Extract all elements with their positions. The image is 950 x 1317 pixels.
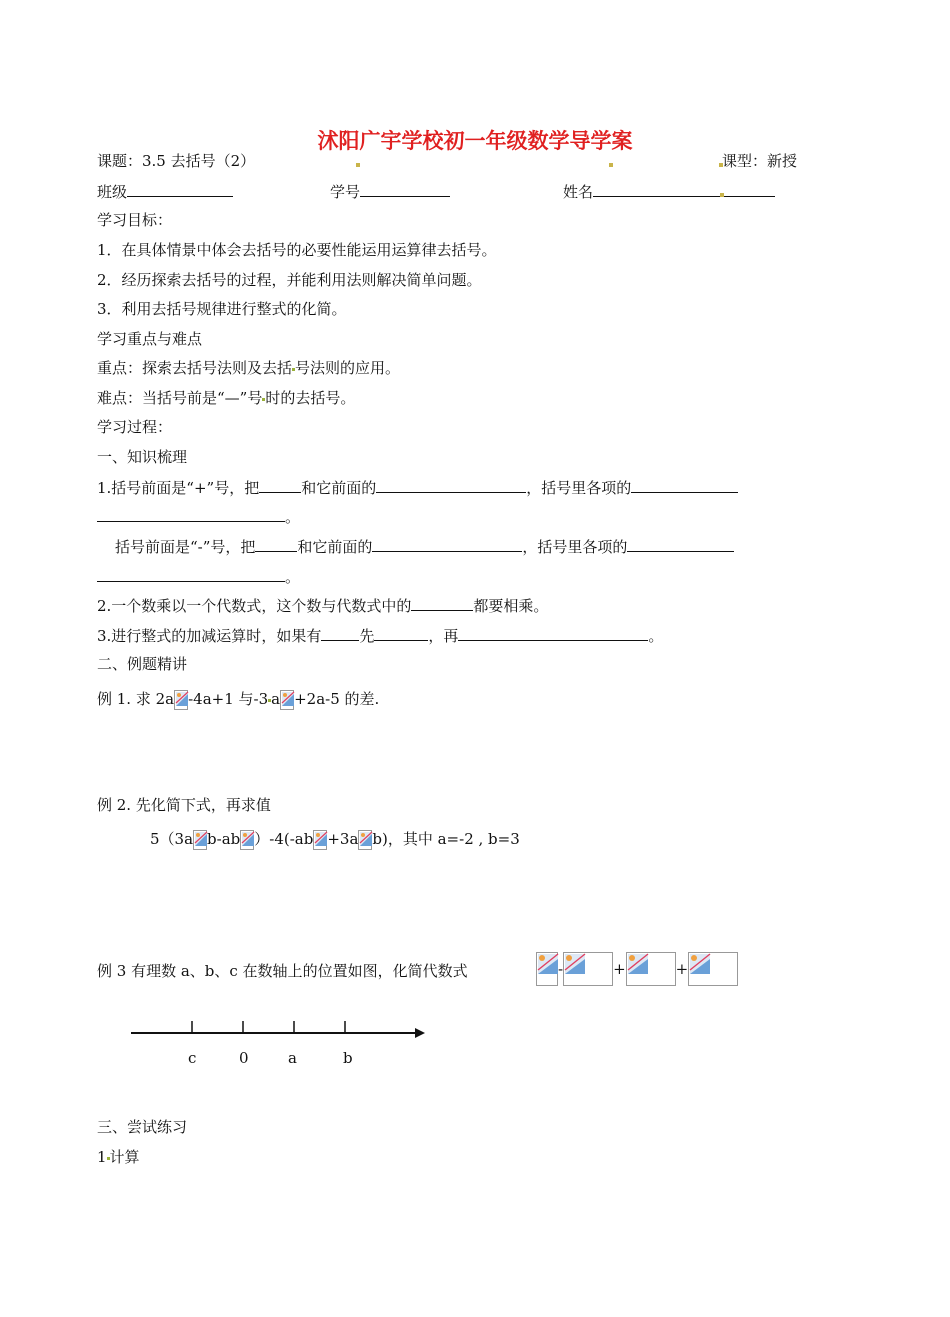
student-id-blank	[360, 181, 450, 197]
section3-heading: 三、尝试练习	[97, 1118, 188, 1136]
fill-blank	[97, 566, 285, 582]
example-2-title: 例 2. 先化简下式，再求值	[97, 796, 271, 814]
q1b-text-c: ，括号里各项的	[522, 538, 628, 556]
broken-image-icon	[563, 952, 613, 986]
key-point	[97, 358, 400, 378]
broken-image-icon	[193, 830, 207, 850]
number-line-arrow	[415, 1028, 425, 1038]
question-2	[97, 595, 548, 616]
broken-image-icon	[240, 830, 254, 850]
fill-blank	[411, 595, 473, 611]
fill-blank	[372, 536, 522, 552]
process-heading: 学习过程：	[97, 418, 173, 436]
fill-blank	[627, 536, 734, 552]
objective-item: 1．在具体情景中体会去括号的必要性能运用运算律去括号。	[97, 241, 497, 259]
q1-text-c: ，括号里各项的	[526, 479, 632, 497]
example-1	[97, 689, 379, 710]
broken-image-icon	[280, 690, 294, 710]
keypoints-heading: 学习重点与难点	[97, 330, 203, 348]
class-label: 班级	[97, 183, 128, 201]
axis-label-0: 0	[239, 1049, 249, 1067]
q1-text-a: 1.括号前面是“+”号，把	[97, 479, 260, 497]
q1b-text-a: 括号前面是“-”号，把	[115, 538, 256, 556]
practice-item-1	[97, 1147, 140, 1167]
scan-mark	[356, 163, 360, 167]
ex2-text-e: b)，其中 a=-2 , b=3	[372, 830, 520, 848]
topic-label: 课题：3.5 去括号（2）	[97, 152, 256, 170]
question-1-minus-cont	[97, 566, 300, 587]
student-id-field	[330, 181, 450, 202]
q2-text-c: 都要相乘。	[473, 597, 549, 615]
axis-label-a: a	[288, 1049, 297, 1067]
key-point-text-b: 号法则的应用。	[295, 359, 401, 377]
example-3-title: 例 3 有理数 a、b、c 在数轴上的位置如图，化简代数式	[97, 962, 468, 980]
fill-blank	[321, 625, 359, 641]
q1-text-b: 和它前面的	[301, 479, 377, 497]
key-point-text-a: 重点：探索去括号法则及去括	[97, 359, 293, 377]
question-1-plus	[97, 477, 738, 498]
question-1-minus	[115, 536, 734, 557]
question-3	[97, 625, 663, 646]
broken-image-icon	[174, 690, 188, 710]
lesson-type-label: 课型：新授	[722, 152, 798, 170]
example-2-expression	[150, 829, 520, 850]
ex3-plus: +	[613, 960, 626, 978]
class-field	[97, 181, 233, 202]
objectives-heading: 学习目标：	[97, 211, 173, 229]
scan-mark	[720, 193, 724, 197]
q1b-text-b: 和它前面的	[297, 538, 373, 556]
q2-text-b: 这个数与代数式中的	[276, 597, 412, 615]
scan-mark	[609, 163, 613, 167]
q1-end: 。	[285, 508, 301, 526]
difficult-point-text-a: 难点：当括号前是“—”号	[97, 389, 263, 407]
fill-blank	[458, 625, 648, 641]
practice-item-number: 1	[97, 1148, 107, 1166]
objective-item: 3．利用去括号规律进行整式的化简。	[97, 300, 347, 318]
broken-image-icon	[536, 952, 558, 986]
ex2-text-b: b-ab	[207, 830, 241, 848]
q3-text-b: 先	[359, 627, 375, 645]
objective-item: 2．经历探索去括号的过程，并能利用法则解决简单问题。	[97, 271, 482, 289]
difficult-point	[97, 388, 355, 408]
ex3-plus: +	[675, 960, 689, 978]
student-id-label: 学号	[330, 183, 361, 201]
example-3-expression	[536, 952, 738, 986]
q3-end: 。	[648, 627, 664, 645]
ex1-text-c: a	[271, 690, 281, 708]
difficult-point-text-b: 时的去括号。	[265, 389, 356, 407]
axis-label-b: b	[343, 1049, 353, 1067]
ex2-text-c: ）-4(-ab	[254, 830, 314, 848]
axis-label-c: c	[188, 1049, 197, 1067]
ex2-text-a: 5（3a	[150, 830, 194, 848]
fill-blank	[97, 506, 285, 522]
section2-heading: 二、例题精讲	[97, 655, 188, 673]
broken-image-icon	[626, 952, 676, 986]
section1-heading: 一、知识梳理	[97, 448, 188, 466]
question-1-plus-cont	[97, 506, 300, 527]
fill-blank	[374, 625, 428, 641]
practice-item-text: 计算	[109, 1148, 140, 1166]
broken-image-icon	[688, 952, 738, 986]
broken-image-icon	[358, 830, 372, 850]
ex2-text-d: +3a	[327, 830, 359, 848]
fill-blank	[255, 536, 297, 552]
page-title: 沭阳广宇学校初一年级数学导学案	[317, 129, 633, 153]
q2-text-a: 2.一个数乘以一个代数式，	[97, 597, 277, 615]
broken-image-icon	[313, 830, 327, 850]
q3-text-a: 3.进行整式的加减运算时，如果有	[97, 627, 322, 645]
ex1-text-b: -4a+1 与-3	[188, 690, 269, 708]
number-line	[125, 1015, 435, 1045]
fill-blank	[376, 477, 526, 493]
q1b-end: 。	[285, 568, 301, 586]
fill-blank	[631, 477, 738, 493]
fill-blank	[259, 477, 301, 493]
name-field	[563, 181, 775, 202]
q3-text-c: ，再	[428, 627, 459, 645]
name-blank	[593, 181, 775, 197]
name-label: 姓名	[563, 183, 594, 201]
ex3-minus: -	[558, 960, 564, 978]
ex1-text-a: 例 1. 求 2a	[97, 690, 175, 708]
ex1-text-d: +2a-5 的差.	[294, 690, 380, 708]
class-blank	[127, 181, 233, 197]
